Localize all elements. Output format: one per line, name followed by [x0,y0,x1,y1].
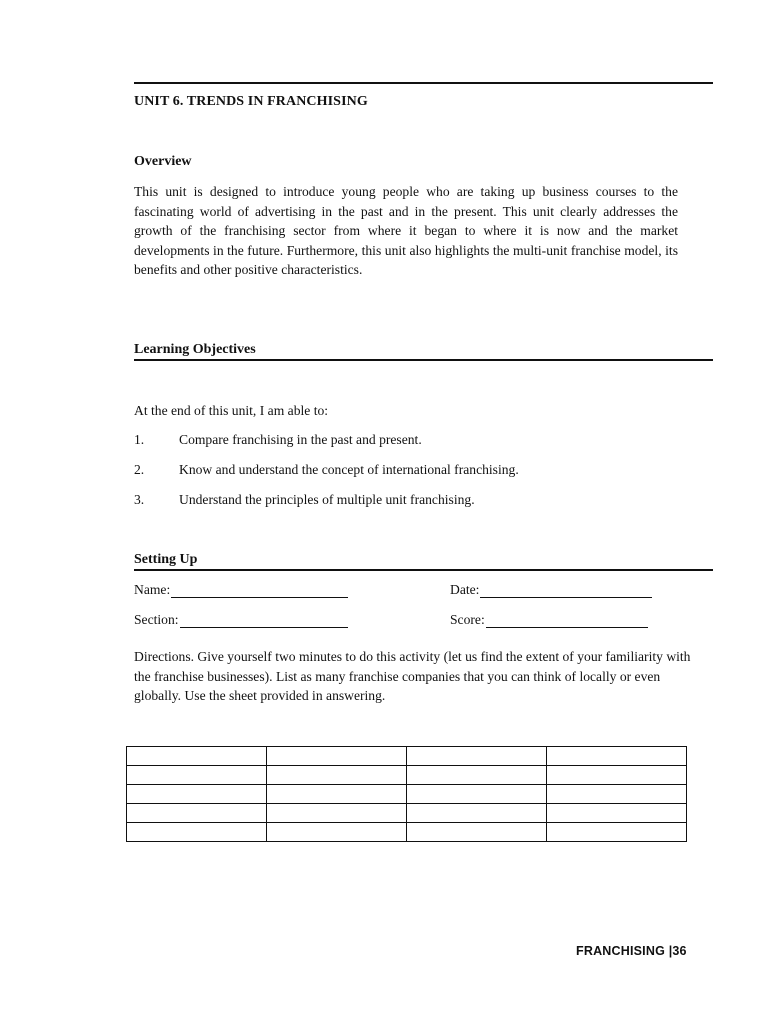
answer-cell[interactable] [407,804,547,823]
objective-number: 3. [134,492,145,507]
date-field[interactable] [450,582,652,598]
objective-item [134,432,422,448]
answer-cell[interactable] [127,766,267,785]
answer-cell[interactable] [127,747,267,766]
table-row [127,785,687,804]
answer-sheet-table [126,746,687,842]
objectives-intro: At the end of this unit, I am able to: [134,403,329,418]
setting-up-rule [134,569,713,571]
answer-cell[interactable] [407,766,547,785]
objective-text: Compare franchising in the past and present. [179,432,422,447]
objective-number: 2. [134,462,145,477]
overview-paragraph: This unit is designed to introduce young people who are taking up business courses to the fascinating world of advertising in the past and in the present. This unit clearly addresses the growth of the franchising sector from where it began to where it is now and the market developments in the future. Furthermore, this unit also highlights the multi-unit franchise model, its benefits and other positive characteristics. [134,184,678,278]
answer-cell[interactable] [407,747,547,766]
answer-cell[interactable] [407,823,547,842]
footer-label: FRANCHISING [576,944,666,958]
name-label: Name: [134,582,171,597]
top-rule [134,82,713,84]
table-row [127,804,687,823]
answer-cell[interactable] [127,823,267,842]
section-field[interactable] [134,612,348,628]
section-label: Section: [134,612,179,627]
answer-cell[interactable] [407,785,547,804]
answer-cell[interactable] [547,766,687,785]
page-number: |36 [668,944,687,958]
table-row [127,823,687,842]
answer-cell[interactable] [267,804,407,823]
answer-cell[interactable] [127,804,267,823]
objective-number: 1. [134,432,145,447]
table-row [127,766,687,785]
objectives-rule [134,359,713,361]
overview-heading: Overview [134,154,192,169]
score-label: Score: [450,612,485,627]
objective-item [134,462,519,478]
score-field[interactable] [450,612,648,628]
page-footer [576,944,687,958]
answer-cell[interactable] [267,823,407,842]
learning-objectives-heading: Learning Objectives [134,342,256,357]
unit-title: UNIT 6. TRENDS IN FRANCHISING [134,94,368,109]
answer-cell[interactable] [267,747,407,766]
score-blank[interactable] [486,613,648,628]
answer-cell[interactable] [267,766,407,785]
answer-cell[interactable] [547,747,687,766]
date-label: Date: [450,582,480,597]
setting-up-heading: Setting Up [134,552,198,567]
date-blank[interactable] [480,583,652,598]
answer-cell[interactable] [547,823,687,842]
answer-cell[interactable] [547,804,687,823]
name-field[interactable] [134,582,348,598]
name-blank[interactable] [171,583,348,598]
table-row [127,747,687,766]
objective-text: Know and understand the concept of international franchising. [179,462,519,477]
answer-cell[interactable] [547,785,687,804]
answer-cell[interactable] [267,785,407,804]
section-blank[interactable] [180,613,348,628]
objective-text: Understand the principles of multiple unit franchising. [179,492,475,507]
answer-cell[interactable] [127,785,267,804]
directions-text: Directions. Give yourself two minutes to do this activity (let us find the extent of your familiarity with the franchise businesses). List as many franchise companies that you can think of locally or even globally. Use the sheet provided in answering. [134,649,691,704]
objective-item [134,492,475,508]
